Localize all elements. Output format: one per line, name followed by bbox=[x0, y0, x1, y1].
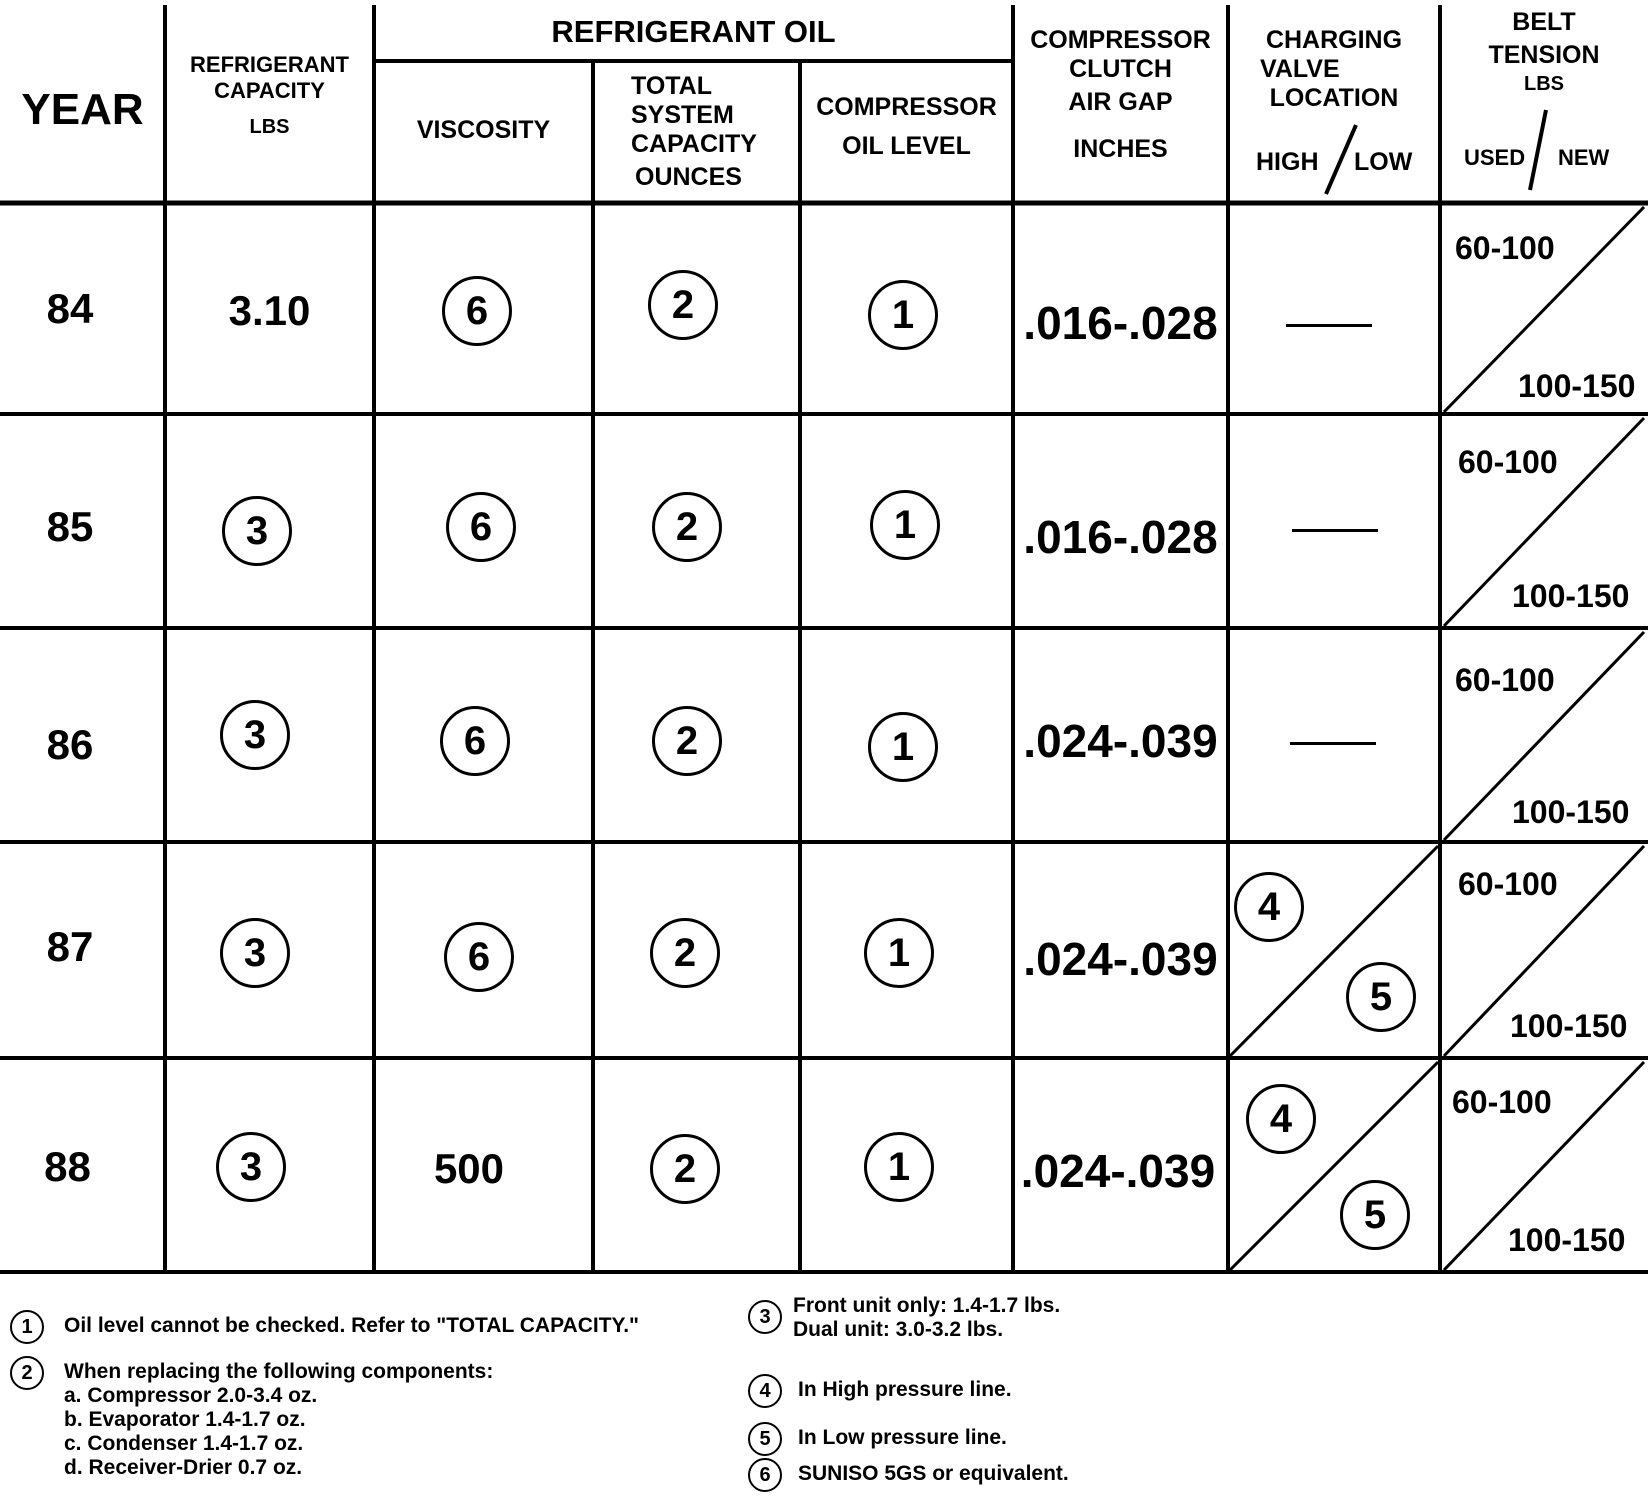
row-84-belt-new: 100-150 bbox=[1518, 368, 1636, 404]
note-5-text: In Low pressure line. bbox=[798, 1426, 1007, 1449]
row-85-belt-new: 100-150 bbox=[1512, 578, 1630, 614]
header-oil-level-line2: OIL LEVEL bbox=[842, 132, 971, 160]
note-3-line2: Dual unit: 3.0-3.2 lbs. bbox=[793, 1318, 1004, 1341]
header-year: YEAR bbox=[21, 85, 144, 134]
note-2-line5: d. Receiver-Drier 0.7 oz. bbox=[64, 1456, 303, 1479]
row-85-viscosity-note-ref: 6 bbox=[446, 492, 516, 562]
row-84-air-gap: .016-.028 bbox=[1023, 297, 1218, 349]
header-belt-new: NEW bbox=[1558, 145, 1610, 170]
row-86-total-note-ref: 2 bbox=[652, 706, 722, 776]
row-88-oil-level-note-ref: 1 bbox=[864, 1132, 934, 1202]
row-88-belt-new: 100-150 bbox=[1508, 1222, 1626, 1258]
row-85-air-gap: .016-.028 bbox=[1023, 511, 1218, 563]
header-total-line2: SYSTEM bbox=[631, 101, 734, 129]
note-2-line2: a. Compressor 2.0-3.4 oz. bbox=[64, 1384, 318, 1407]
row-87-capacity-note-ref: 3 bbox=[220, 918, 290, 988]
header-air-gap-line1: COMPRESSOR bbox=[1030, 26, 1211, 54]
row-84-oil-level-note-ref: 1 bbox=[868, 280, 938, 350]
row-86-oil-level-note-ref: 1 bbox=[868, 712, 938, 782]
header-air-gap-line2: CLUTCH bbox=[1069, 55, 1172, 83]
row-86-capacity-note-ref: 3 bbox=[220, 700, 290, 770]
row-88-total-note-ref: 2 bbox=[650, 1134, 720, 1204]
row-85-valve-none bbox=[1292, 529, 1378, 532]
header-air-gap-line3: AIR GAP bbox=[1068, 88, 1173, 116]
header-refrigerant-oil: REFRIGERANT OIL bbox=[551, 14, 836, 49]
header-refrigerant-capacity-line1: REFRIGERANT bbox=[190, 52, 349, 77]
note-2-line4: c. Condenser 1.4-1.7 oz. bbox=[64, 1432, 304, 1455]
header-viscosity: VISCOSITY bbox=[416, 116, 551, 144]
row-86-belt-used: 60-100 bbox=[1455, 662, 1555, 698]
note-2-text bbox=[64, 1360, 493, 1480]
row-87-air-gap: .024-.039 bbox=[1023, 933, 1218, 985]
row-88-belt-used: 60-100 bbox=[1452, 1084, 1552, 1120]
row-88-valve-high-note-ref: 4 bbox=[1246, 1084, 1316, 1154]
note-3-line1: Front unit only: 1.4-1.7 lbs. bbox=[793, 1294, 1061, 1317]
header-total-line1: TOTAL bbox=[631, 72, 713, 100]
row-87-viscosity-note-ref: 6 bbox=[444, 922, 514, 992]
header-refrigerant-capacity bbox=[165, 52, 374, 140]
row-86-air-gap: .024-.039 bbox=[1023, 715, 1218, 767]
row-86-viscosity-note-ref: 6 bbox=[440, 706, 510, 776]
row-86-valve-none bbox=[1290, 742, 1376, 745]
row-86-year: 86 bbox=[46, 721, 94, 768]
header-belt-line1: BELT bbox=[1512, 8, 1576, 36]
row-84-capacity: 3.10 bbox=[228, 287, 311, 334]
header-charging-valve bbox=[1228, 26, 1440, 113]
note-3-marker: 3 bbox=[748, 1300, 782, 1334]
header-belt-used: USED bbox=[1464, 145, 1526, 170]
note-4-text: In High pressure line. bbox=[798, 1378, 1012, 1401]
header-belt-tension bbox=[1440, 8, 1648, 99]
note-2-marker: 2 bbox=[10, 1356, 44, 1390]
row-87-belt-used: 60-100 bbox=[1458, 866, 1558, 902]
row-84-belt-used: 60-100 bbox=[1455, 230, 1555, 266]
row-88-air-gap: .024-.039 bbox=[1020, 1145, 1216, 1197]
row-88-viscosity: 500 bbox=[433, 1145, 505, 1192]
header-oil-level-line1: COMPRESSOR bbox=[816, 93, 997, 121]
row-86-belt-new: 100-150 bbox=[1512, 794, 1630, 830]
header-refrigerant-capacity-line3: LBS bbox=[249, 116, 290, 138]
row-85-oil-level-note-ref: 1 bbox=[870, 490, 940, 560]
note-1-marker: 1 bbox=[10, 1310, 44, 1344]
row-85-belt-used: 60-100 bbox=[1458, 444, 1558, 480]
row-84-viscosity-note-ref: 6 bbox=[442, 276, 512, 346]
note-2-line3: b. Evaporator 1.4-1.7 oz. bbox=[64, 1408, 306, 1431]
row-88-capacity-note-ref: 3 bbox=[216, 1132, 286, 1202]
header-compressor-oil-level bbox=[800, 93, 1013, 161]
row-87-belt-new: 100-150 bbox=[1510, 1008, 1628, 1044]
header-air-gap-line4: INCHES bbox=[1073, 135, 1168, 163]
row-85-capacity-note-ref: 3 bbox=[222, 496, 292, 566]
header-clutch-air-gap bbox=[1013, 26, 1228, 164]
row-87-valve-low-note-ref: 5 bbox=[1346, 962, 1416, 1032]
note-4-marker: 4 bbox=[748, 1374, 782, 1408]
note-1-text: Oil level cannot be checked. Refer to "TOTAL CAPACITY." bbox=[64, 1314, 639, 1337]
header-valve-line3: LOCATION bbox=[1269, 84, 1399, 112]
header-total-system-capacity bbox=[593, 72, 800, 192]
header-total-line3: CAPACITY bbox=[631, 130, 757, 158]
header-refrigerant-capacity-line2: CAPACITY bbox=[214, 78, 325, 103]
header-total-line4: OUNCES bbox=[635, 163, 742, 191]
header-charging-low: LOW bbox=[1354, 148, 1413, 176]
row-87-total-note-ref: 2 bbox=[650, 918, 720, 988]
row-84-total-note-ref: 2 bbox=[648, 270, 718, 340]
row-85-total-note-ref: 2 bbox=[652, 492, 722, 562]
header-valve-line1: CHARGING bbox=[1265, 26, 1403, 54]
header-belt-line2: TENSION bbox=[1488, 41, 1600, 69]
note-2-line1: When replacing the following components: bbox=[64, 1360, 494, 1383]
row-87-year: 87 bbox=[46, 923, 94, 970]
header-charging-high: HIGH bbox=[1256, 148, 1319, 176]
header-valve-line2: VALVE bbox=[1260, 55, 1340, 83]
footnotes bbox=[0, 1280, 1648, 1496]
row-87-oil-level-note-ref: 1 bbox=[864, 918, 934, 988]
note-5-marker: 5 bbox=[748, 1422, 782, 1456]
row-85-year: 85 bbox=[46, 503, 94, 550]
row-87-valve-high-note-ref: 4 bbox=[1234, 872, 1304, 942]
row-88-valve-low-note-ref: 5 bbox=[1340, 1180, 1410, 1250]
note-3-text bbox=[793, 1294, 1060, 1342]
row-84-year: 84 bbox=[46, 285, 94, 332]
note-6-marker: 6 bbox=[748, 1458, 782, 1492]
row-88-year: 88 bbox=[44, 1143, 91, 1190]
note-6-text: SUNISO 5GS or equivalent. bbox=[798, 1462, 1069, 1485]
row-84-valve-none bbox=[1286, 324, 1372, 327]
header-belt-line3: LBS bbox=[1524, 73, 1564, 95]
